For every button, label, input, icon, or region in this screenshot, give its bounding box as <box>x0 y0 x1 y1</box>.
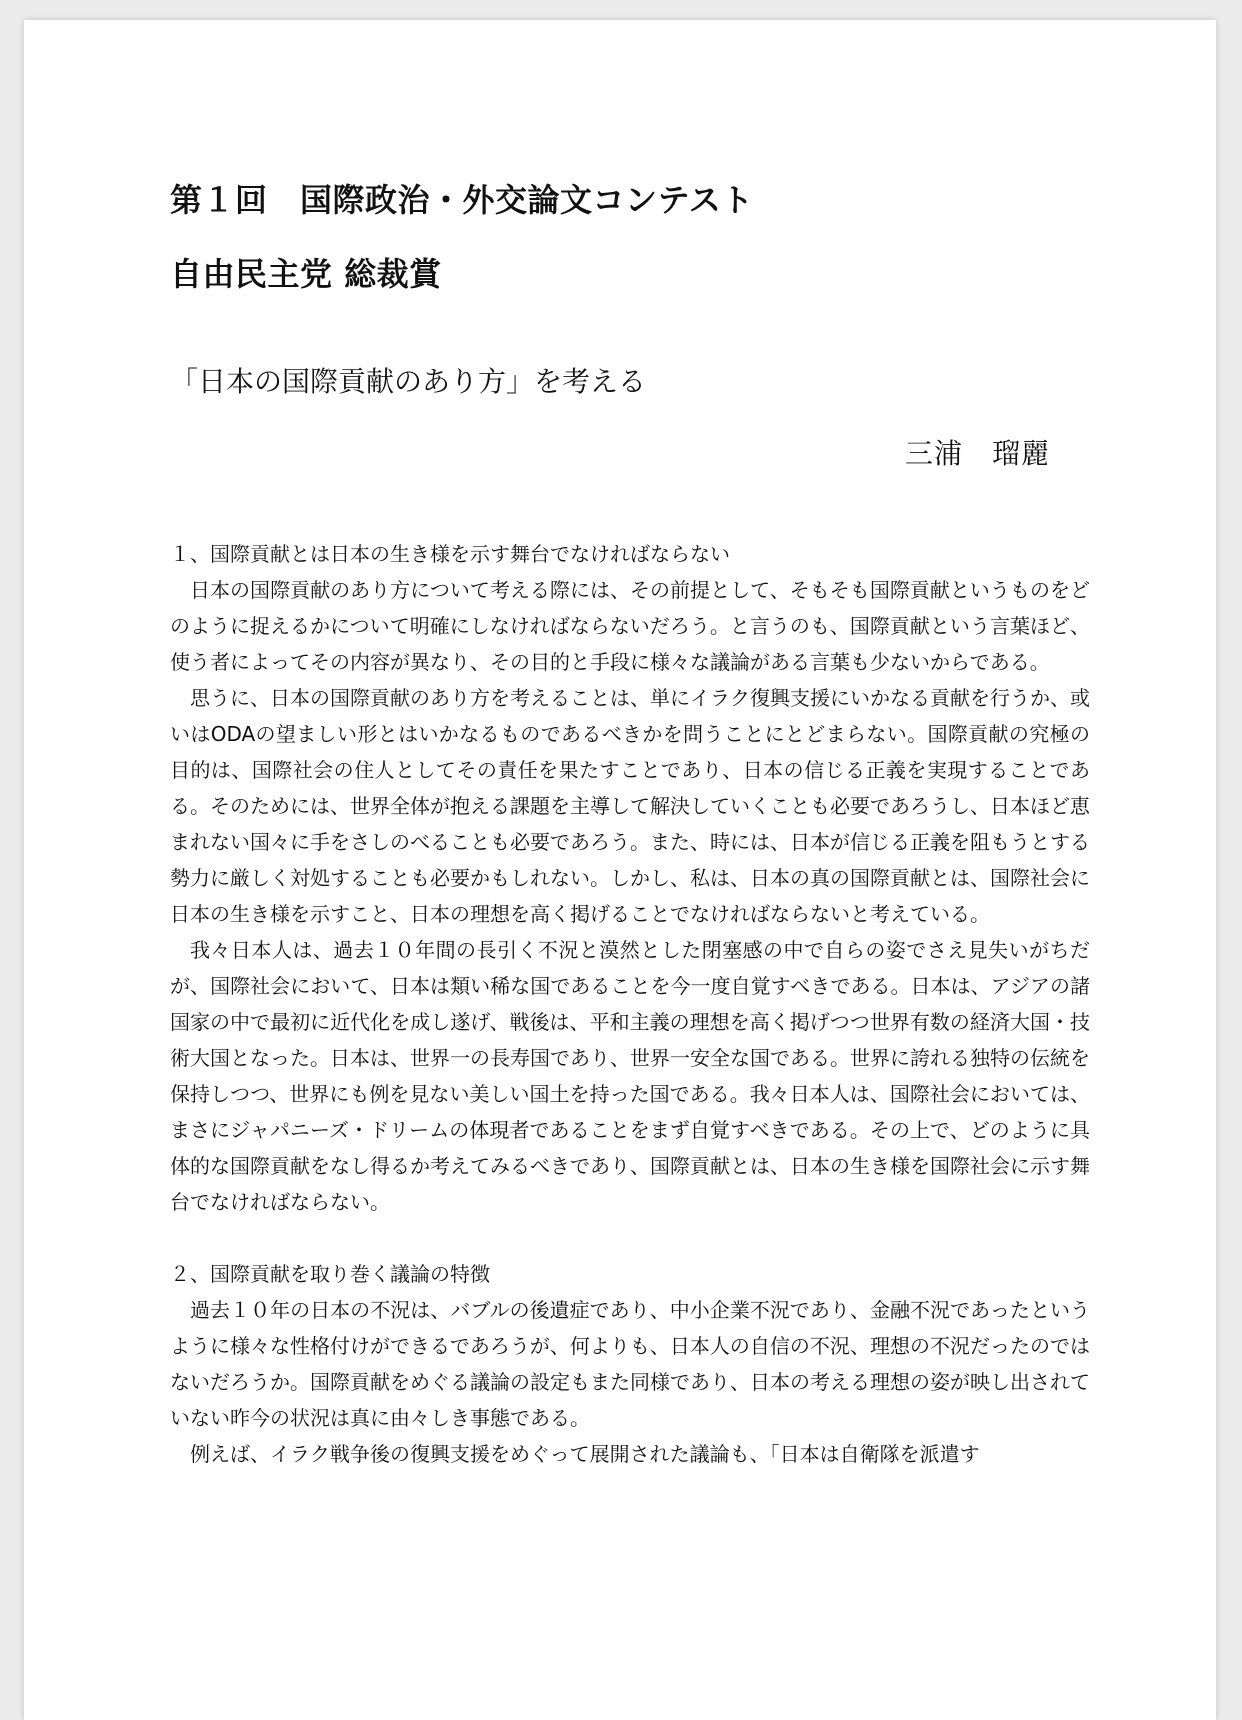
paragraph: 例えば、イラク戦争後の復興支援をめぐって展開された議論も、「日本は自衛隊を派遣す <box>190 1442 980 1466</box>
essay-title: 「日本の国際貢献のあり方」を考える <box>170 365 647 398</box>
section-2 <box>170 1256 1090 1472</box>
paragraph: 我々日本人は、過去１０年間の長引く不況と漠然とした閉塞感の中で自らの姿でさえ見失いがちだが、国際社会において、日本は類い稀な国であることを今一度自覚すべきである。日本は、アジアの諸国家の中で最初に近代化を成し遂げ、戦後は、平和主義の理想を高く掲げつつ世界有数の経済大国・技術大国となった。日本は、世界一の長寿国であり、世界一安全な国である。世界に誇れる独特の伝統を保持しつつ、世界にも例を見ない美しい国土を持った国である。我々日本人は、国際社会においては、まさにジャパニーズ・ドリームの体現者であることをまず自覚すべきである。その上で、どのように具体的な国際貢献をなし得るか考えてみるべきであり、国際貢献とは、日本の生き様を国際社会に示す舞台でなければならない。 <box>170 938 1090 1214</box>
paragraph: 日本の国際貢献のあり方について考える際には、その前提として、そもそも国際貢献というものをどのように捉えるかについて明確にしなければならないだろう。と言うのも、国際貢献という言葉ほど、使う者によってその内容が異なり、その目的と手段に様々な議論がある言葉も少ないからである。 <box>170 578 1090 674</box>
paragraph: 思うに、日本の国際貢献のあり方を考えることは、単にイラク復興支援にいかなる貢献を行うか、或いはODAの望ましい形とはいかなるものであるべきかを問うことにとどまらない。国際貢献の究極の目的は、国際社会の住人としてその責任を果たすことであり、日本の信じる正義を実現することである。そのためには、世界全体が抱える課題を主導して解決していくことも必要であろうし、日本ほど恵まれない国々に手をさしのべることも必要であろう。また、時には、日本が信じる正義を阻もうとする勢力に厳しく対処することも必要かもしれない。しかし、私は、日本の真の国際貢献とは、国際社会に日本の生き様を示すこと、日本の理想を高く掲げることでなければならないと考えている。 <box>170 686 1090 926</box>
section-spacer <box>170 1220 1090 1256</box>
paragraph: 過去１０年の日本の不況は、バブルの後遺症であり、中小企業不況であり、金融不況であったというように様々な性格付けができるであろうが、何よりも、日本人の自信の不況、理想の不況だったのではないだろうか。国際貢献をめぐる議論の設定もまた同様であり、日本の考える理想の姿が映し出されていない昨今の状況は真に由々しき事態である。 <box>170 1298 1090 1430</box>
document-page <box>24 20 1216 1720</box>
essay-body <box>170 536 1090 1472</box>
section-heading: ２、国際貢献を取り巻く議論の特徴 <box>170 1262 490 1286</box>
section-1 <box>170 536 1090 1220</box>
contest-title: 第１回 国際政治・外交論文コンテスト <box>170 181 754 219</box>
award-title: 自由民主党 総裁賞 <box>170 255 442 293</box>
section-heading: １、国際貢献とは日本の生き様を示す舞台でなければならない <box>170 542 730 566</box>
author-name: 三浦 瑠麗 <box>904 437 1050 470</box>
